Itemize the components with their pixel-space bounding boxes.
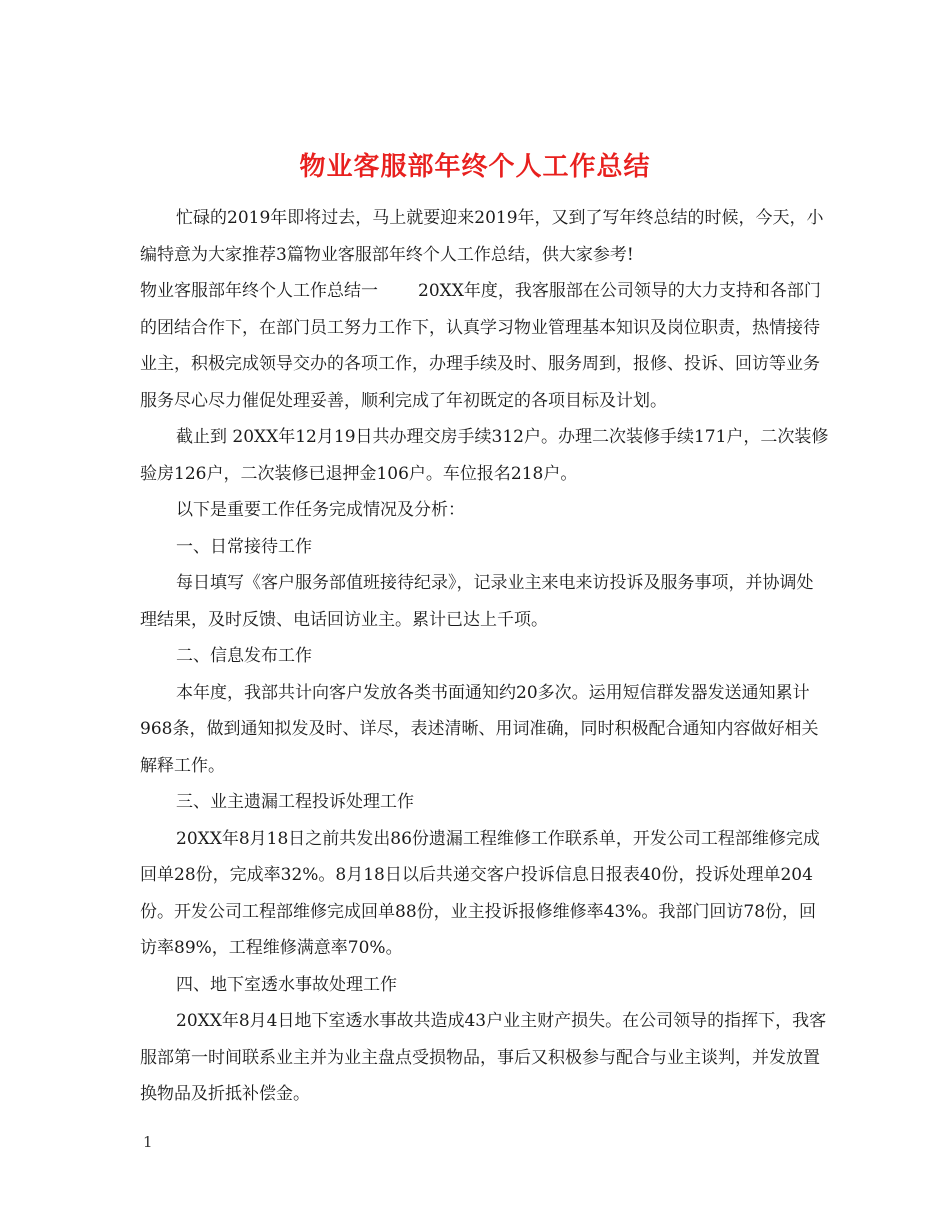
section1-heading: 一、日常接待工作 [176,536,312,557]
section2-heading: 二、信息发布工作 [176,646,312,666]
section4-heading: 四、地下室透水事故处理工作 [176,974,397,995]
part1-label: 物业客服部年终个人工作总结一 [140,281,378,301]
stats-paragraph: 截止到 20XX年12月19日共办理交房手续312户。办理二次装修手续171户，二次装修验房126户，二次装修已退押金106户。车位报名218户。 [140,427,829,484]
section4-paragraph: 20XX年8月4日地下室透水事故共造成43户业主财产损失。在公司领导的指挥下，我客服部第一时间联系业主并为业主盘点受损物品，事后又积极参与配合与业主谈判，并发放置换物品及折抵补偿金。 [140,1011,827,1104]
section1-paragraph: 每日填写《客户服务部值班接待纪录》，记录业主来电来访投诉及服务事项，并协调处理结果，及时反馈、电话回访业主。累计已达上千项。 [140,573,814,630]
document-title: 物业客服部年终个人工作总结 [299,152,651,183]
intro-paragraph: 忙碌的2019年即将过去，马上就要迎来2019年，又到了写年终总结的时候，今天，小编特意为大家推荐3篇物业客服部年终个人工作总结，供大家参考! [140,208,824,265]
section3-paragraph: 20XX年8月18日之前共发出86份遗漏工程维修工作联系单，开发公司工程部维修完成回单28份，完成率32%。8月18日以后共递交客户投诉信息日报表40份，投诉处理单204份。开发公司工程部维修完成回单88份，业主投诉报修维修率43%。我部门回访78份，回访率89%，工程维修满意率70%。 [140,828,820,958]
part1-text: 20XX年度，我客服部在公司领导的大力支持和各部门的团结合作下，在部门员工努力工作下，认真学习物业管理基本知识及岗位职责，热情接待业主，积极完成领导交办的各项工作，办理手续及时、服务周到，报修、投诉、回访等业务服务尽心尽力催促处理妥善，顺利完成了年初既定的各项目标及计划。 [140,281,821,411]
part1-paragraph [140,273,830,419]
section2-paragraph: 本年度，我部共计向客户发放各类书面通知约20多次。运用短信群发器发送通知累计968条，做到通知拟发及时、详尽，表述清晰、用词准确，同时积极配合通知内容做好相关解释工作。 [140,682,819,776]
section3-heading: 三、业主遗漏工程投诉处理工作 [176,792,414,812]
page-number: 1 [143,1133,153,1151]
analysis-intro: 以下是重要工作任务完成情况及分析： [176,500,465,520]
document-body [140,200,830,1113]
